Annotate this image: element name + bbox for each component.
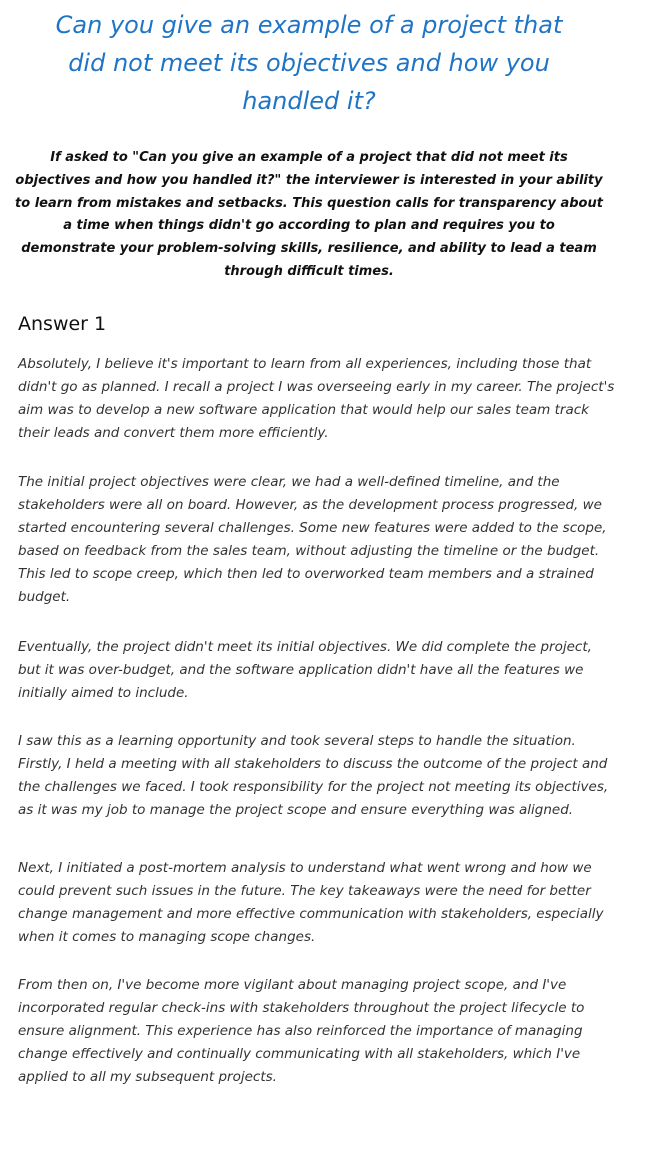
page-title: Can you give an example of a project that did not meet its objectives and how you handled it? (55, 11, 563, 115)
answer-paragraph-6: From then on, I've become more vigilant about managing project scope, and I've incorporated regular check-ins with stakeholders throughout the project lifecycle to ensure alignment. This experience has also reinforced the importance of managing change effectively and continually communicating with all stakeholders, which I've applied to all my subsequent projects. (18, 977, 585, 1085)
answer-paragraph-4: I saw this as a learning opportunity and took several steps to handle the situation. Firstly, I held a meeting with all stakeholders to discuss the outcome of the project and the challenges we faced. I took responsibility for the project not meeting its objectives, as it was my job to manage the project scope and ensure everything was aligned. (18, 733, 609, 818)
answer-heading: Answer 1 (18, 313, 107, 335)
answer-paragraph-5: Next, I initiated a post-mortem analysis to understand what went wrong and how we could prevent such issues in the future. The key takeaways were the need for better change management and more effective communication with stakeholders, especially when it comes to managing scope changes. (18, 860, 604, 945)
answer-paragraph-2: The initial project objectives were clear, we had a well-defined timeline, and the stakeholders were all on board. However, as the development process progressed, we started encountering several challenges. Some new features were added to the scope, based on feedback from the sales team, without adjusting the timeline or the budget. This led to scope creep, which then led to overworked team members and a strained budget. (18, 474, 607, 605)
intro-paragraph: If asked to "Can you give an example of a project that did not meet its objectives and how you handled it?" the interviewer is interested in your ability to learn from mistakes and setbacks. This question calls for transparency about a time when things didn't go according to plan and requires you to demonstrate your problem-solving skills, resilience, and ability to lead a team through difficult times. (15, 150, 603, 279)
answer-paragraph-1: Absolutely, I believe it's important to learn from all experiences, including those that didn't go as planned. I recall a project I was overseeing early in my career. The project's aim was to develop a new software application that would help our sales team track their leads and convert them more efficiently. (18, 356, 615, 441)
answer-paragraph-3: Eventually, the project didn't meet its initial objectives. We did complete the project, but it was over-budget, and the software application didn't have all the features we initially aimed to include. (18, 639, 592, 701)
